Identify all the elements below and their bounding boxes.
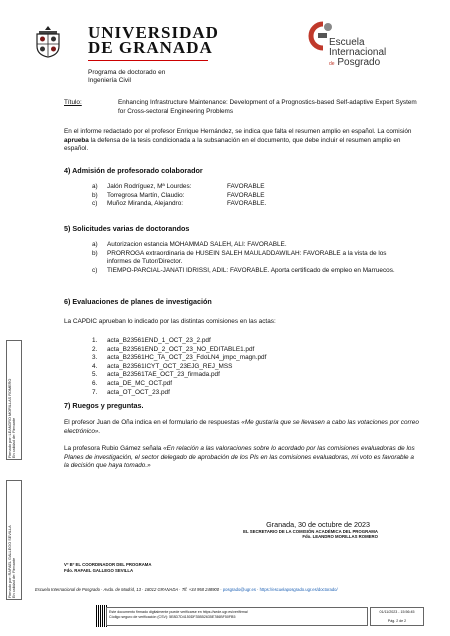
- secretary-signature: EL SECRETARIO DE LA COMISIÓN ACADÉMICA DEL PROGRAMA Fdo. LEANDRO MORILLAS ROMERO: [243, 529, 378, 540]
- side-signer-2: Firmado por: RAFAEL GALLEGO SEVILLA En calidad de: Firmante: [8, 525, 16, 598]
- university-crest-icon: [33, 24, 63, 58]
- list-item: c) TIEMPO-PARCIAL-JANATI IDRISSI, ADIL: FAVORABLE. Aporta certificado de empleo en Marruecos.: [92, 266, 395, 274]
- coordinator-signature: Vº Bº EL COORDINADOR DEL PROGRAMA Fdo. RAFAEL GALLEGO SEVILLA: [64, 562, 152, 573]
- timestamp-box: 01/11/2023 - 15:56:45 Pág. 2 de 2: [370, 607, 424, 626]
- section4-list: [92, 183, 266, 209]
- section7-paragraph-1: El profesor Juan de Oña indica en el formulario de respuestas «Me gustaría que se llevasen a cabo las votaciones por correo electrónico».: [64, 419, 419, 435]
- intro-after: la defensa de la tesis condicionada a la subsanación en el documento, que debe incluir el resumen amplio en español.: [64, 136, 401, 153]
- list-item: 7. acta_OT_OCT_23.pdf: [92, 388, 170, 396]
- intro-before: En el informe redactado por el profesor Enrique Hernández, se indica que falta el resumen amplio en español. La comisión: [64, 128, 412, 135]
- thesis-title: Enhancing Infrastructure Maintenance: Development of a Prognostics-based Self-adaptive Expert System for Cross-sectoral Engineering Problems: [118, 99, 417, 115]
- school-line1: Escuela: [329, 37, 365, 48]
- verification-box: Este documento firmado digitalmente puede verificarse en https://sede.ugr.es/verifirma/ Código seguro de verificación (CSV): 5E8D7D4150DF35B52635E786BF50FB5: [106, 607, 368, 626]
- section7-heading: 7) Ruegos y preguntas.: [64, 401, 144, 410]
- header-divider: [88, 60, 208, 61]
- list-item: c) Muñoz Miranda, Alejandro: FAVORABLE.: [92, 200, 267, 208]
- school-line2: Internacional: [329, 47, 387, 58]
- list-item: 1. acta_B23561END_1_OCT_23_2.pdf: [92, 337, 211, 344]
- section7-paragraph-2: La profesora Rubio Gámez señala «En relación a las valoraciones sobre lo acordado por las comisiones evaluadoras de los Planes de investigación, el sector delegado de aprobación de los Pls en las comisiones evaluadoras, mi voto es favorable a la decisión que haya tomado.»: [64, 445, 415, 470]
- section5-list: [92, 241, 412, 275]
- list-item: 2. acta_B23561END_2_OCT_23_NO_EDITABLE1.pdf: [92, 345, 255, 353]
- list-item: a) Autorizacion estancia MOHAMMAD SALEH, ALI: FAVORABLE.: [92, 241, 287, 248]
- section6-heading: 6) Evaluaciones de planes de investigación: [64, 297, 212, 306]
- list-item: 6. acta_DE_MC_OCT.pdf: [92, 379, 172, 387]
- side-signer-1: Firmado por: LEANDRO MORILLAS ROMERO En calidad de: Firmante: [8, 378, 16, 458]
- program-name: [88, 69, 165, 85]
- program-line2: Ingeniería Civil: [88, 77, 131, 84]
- list-item: 3. acta_B23561HC_TA_OCT_23_FdoLN4_jmpc_magn.pdf: [92, 354, 267, 362]
- university-name-line2: DE GRANADA: [88, 38, 213, 57]
- list-item: a) Jalón Rodríguez, Mª Lourdes: FAVORABLE: [92, 183, 265, 190]
- university-name-line1: UNIVERSIDAD: [88, 23, 219, 42]
- program-line1: Programa de doctorado en: [88, 69, 166, 76]
- list-item: 5. acta_B23561TAE_OCT_23_firmada.pdf: [92, 371, 220, 379]
- section6-intro: La CAPDIC aprueban lo indicado por las distintas comisiones en las actas:: [64, 318, 276, 325]
- school-line3: Posgrado: [337, 57, 381, 68]
- school-name: [329, 38, 386, 69]
- list-item: b) PRORROGA extraordinaria de HUSEIN SALEH MAULADDAWILAH: FAVORABLE a la vista de los informes de Tutor/Director.: [92, 249, 387, 266]
- footer-address: Escuela Internacional de Posgrado · Avda. de Madrid, 13 · 18012 GRANADA · Tlf. +34 958 248900 · posgrado@ugr.es · https://escuelaposgrado.ugr.es/doctorado/: [35, 587, 338, 592]
- title-label: Título:: [64, 99, 82, 106]
- list-item: 4. acta_B23561ICYT_OCT_23EJG_REJ_MSS: [92, 362, 233, 370]
- section5-heading: 5) Solicitudes varias de doctorandos: [64, 224, 190, 233]
- intro-paragraph: [64, 128, 419, 154]
- email-link[interactable]: posgrado@ugr.es: [222, 587, 256, 592]
- section4-heading: 4) Admisión de profesorado colaborador: [64, 166, 203, 175]
- list-item: b) Torregrosa Martín, Claudio: FAVORABLE: [92, 191, 265, 199]
- signature-date: Granada, 30 de octubre de 2023: [266, 520, 370, 529]
- school-line3-prefix: de: [329, 61, 335, 67]
- acts-list: [92, 337, 266, 397]
- intro-bold: aprueba: [64, 136, 89, 144]
- website-link[interactable]: https://escuelaposgrado.ugr.es/doctorado/: [259, 587, 338, 592]
- university-name: [88, 25, 219, 55]
